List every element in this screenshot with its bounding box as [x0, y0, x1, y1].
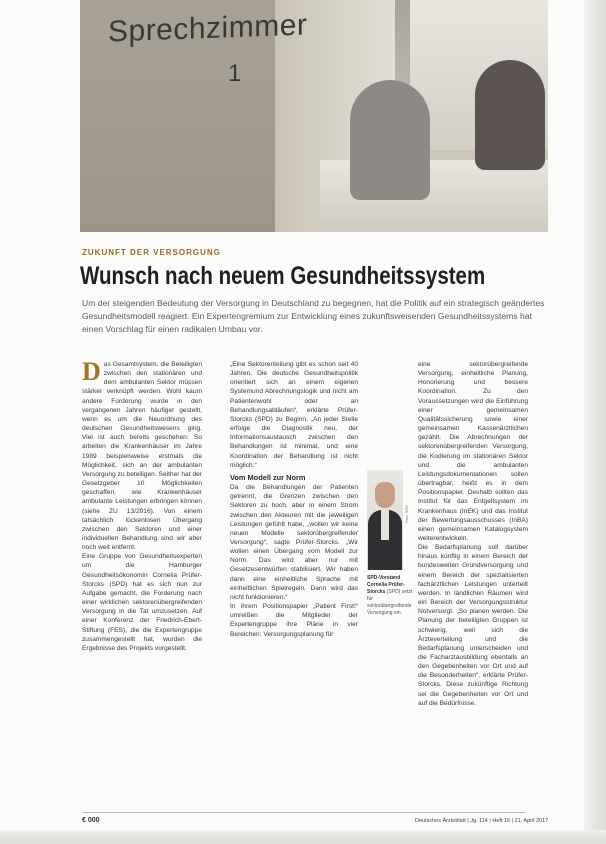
article-column-2: [230, 360, 358, 639]
article-lead: Um der steigenden Bedeutung der Versorgung in Deutschland zu begegnen, hat die Politik auf ein strategisch geändertes Gesundheitsmodell reagiert. Ein Expertengremium zur Entwicklung eines zukunftsweisenden Gesundheitssystems hat einen Vorschlag für einen radikalen Umbau vor.: [82, 298, 545, 334]
column-1-text: as Gesamtsystem, die Beteiligten zwischen den stationären und dem ambulanten Sektor müssen stärker verknüpft werden. Wohl kaum andere Forderung wurde in den vergangenen Jahren häufiger gestellt, wenn es um die Neuordnung des deutschen Gesundheitswesens ging. Viel ist auch bereits geschehen: So arbeiten die Krankenhäuser im Jahre 1989 beispielsweise erstmals die Möglichkeit, sich an der ambulanten Versorgung zu beteiligen. Seither hat der Gesetzgeber 10 Möglichkeiten geschaffen, wie Krankenhäuser ambulante Leistungen erbringen können (siehe ZU 13/2016). Von einem tatsächlich lückenlosen Übergang zwischen den Sektoren und einer individuellen Behandlung sind wir aber noch weit entfernt. Eine Gruppe von Gesundheitsexperten um die Hamburger Gesundheitsökonomin Cornelia Prüfer-Storcks (SPD) hat es sich nun zur Aufgabe gemacht, die Forderung nach einer wirklichen sektorenübergreifenden Versorgung in die Tat umzusetzen. Auf einer Konferenz der Friedrich-Ebert-Stiftung (FES), die die Expertengruppe zusammengestellt hat, wurden die Ergebnisse des Projekts vorgestellt.: [82, 361, 202, 652]
article-column-3: [418, 360, 528, 708]
page-number: € 000: [82, 817, 100, 824]
column-2-text: „Eine Sektorenteilung gibt es schon seit 40 Jahren. Die deutsche Gesundheitspolitik orientiert sich an einem eigenen Systemund Abrechnungslogik und nicht am Patientenwohl oder an Behandlungsabläufen“, erklärte Prüfer-Storcks (SPD) zu Beginn. „An jeder Stelle erfolge die Diagnostik neu, der Informationsaustausch zwischen den Behandlungen ist minimal, und eine Koordination der Behandlung ist nicht möglich.“: [230, 361, 358, 469]
drop-cap: D: [82, 360, 101, 386]
column-2-text-b: Da die Behandlungen der Patienten getrennt, die Grenzen zwischen den Sektoren zu hoch, aber in einem Strom zwischen den Akteuren mit die jeweiligen Leistungen gefühlt habe, „wollen wir keine neuen Modelle sektorübergreifender Versorgung“, sagte Prüfer-Storcks. „Wir wollen einen Übergang vom Modell zur Norm. Das wird aber nur mit Gesetzesentwürfen stabilisiert. Wir haben dann eine einheitliche Sprache mit einheitlichen Spielregeln. Dann wird das nicht funktionieren.“ In ihrem Positionspapier „Patient First!“ umreißen die Mitglieder der Expertengruppe ihre Pläne in vier Bereichen: Versorgungsplanung für: [230, 484, 358, 638]
portrait-credit: Foto: SPD: [404, 505, 409, 524]
column-3-text: eine sektorübergreifende Versorgung, einheitliche Planung, Honorierung und bessere Koordination. Zu den Voraussetzungen wird die Einführung einer gemeinsamen Qualitätssicherung sowie einer gemeinsamen Kassenärztlichen gezählt. Die Abrechnungen der sektorenübergreifenden Versorgung, die Kodierung im stationären Sektor und die ambulanten Leistungsdokumentationen sollen übertragbar, heißt es in dem Positionspapier. Deshalb sollten das Institut für das Entgeltsystem im Krankenhaus (InEK) und das Institut der Bewertungsausschusses (InBA) einen gemeinsamen Katalogsystem weiterentwickeln. Die Bedarfsplanung soll darüber hinaus künftig in einem Bereich der bundesweiten Grundversorgung und einem Bereich der spezialisierten fachärztlichen Leistungen unterteilt werden. In ländlichen Räumen wird ein Bereich der Versorgungsstruktur Notversorgt. „So planen werden. Die Planung der beteiligten Gruppen ist schwierig, weil sich die Ärzteverteilung und die Bedarfsplanung unterscheiden und die Facharztausbildung ebenfalls an den Gegebenheiten vor Ort und auf die Besonderheiten“, erklärte Prüfer-Storcks. Diese zukünftige Richtung sei die Gegebenheiten vor Ort und auf die Bedürfnisse.: [418, 361, 528, 707]
column-2-subhead: Vom Modell zur Norm: [230, 472, 306, 482]
scan-edge-bottom: [0, 830, 606, 844]
author-portrait: [367, 470, 403, 570]
scan-edge-right: [584, 0, 606, 844]
room-sign-text: Sprechzimmer: [108, 8, 308, 49]
article-headline: Wunsch nach neuem Gesundheitssystem: [80, 262, 486, 290]
caption-text: (SPD) setzt für sektorübergreifende Versorgung ein.: [367, 589, 413, 616]
room-sign-number: 1: [228, 60, 242, 87]
article-column-1: [82, 360, 202, 653]
header-photo: [80, 0, 548, 232]
publication-info: Deutsches Ärzteblatt | Jg. 114 | Heft 16 | 21. April 2017: [415, 818, 549, 824]
portrait-caption: [367, 575, 417, 617]
photo-doctor: [475, 60, 545, 170]
article-kicker: ZUKUNFT DER VERSORGUNG: [82, 248, 221, 257]
footer-rule: [82, 812, 526, 813]
caption-name: SPD-Vorstand Cornelia Prüfer-Storcks: [367, 575, 405, 595]
photo-patient: [350, 80, 430, 200]
